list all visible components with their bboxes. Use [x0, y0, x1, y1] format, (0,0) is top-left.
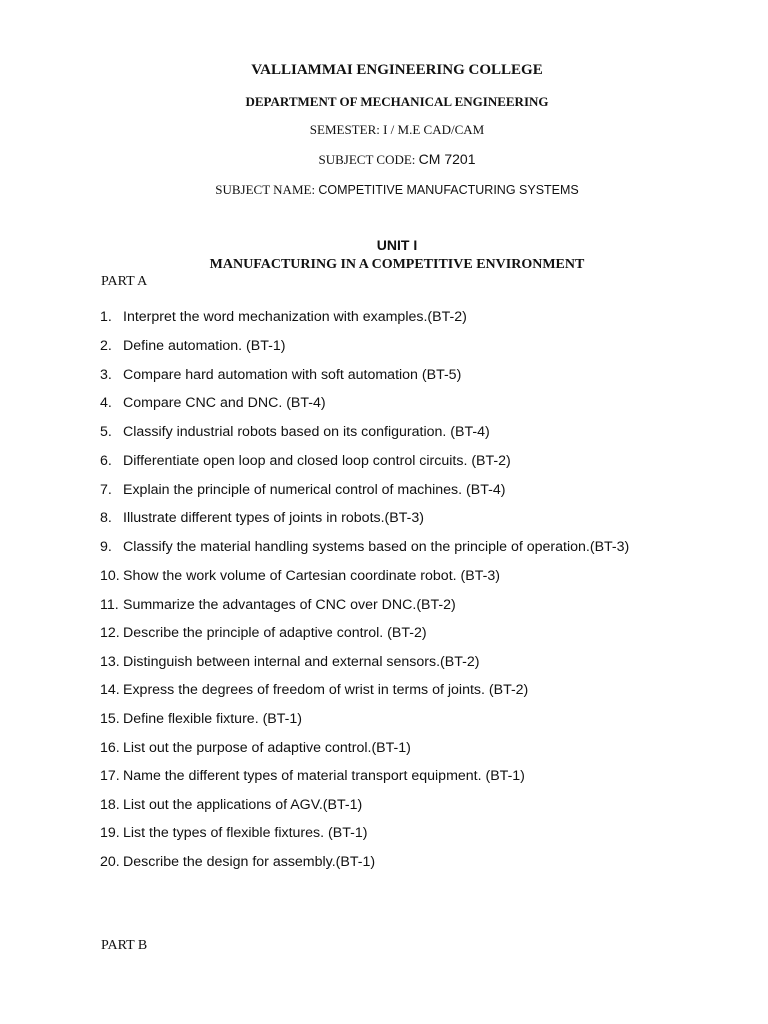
- subject-code-label: SUBJECT CODE:: [318, 152, 419, 167]
- question-text: List out the purpose of adaptive control.(BT-1): [123, 740, 411, 756]
- question-text: Define automation. (BT-1): [123, 338, 286, 354]
- question-text: Interpret the word mechanization with examples.(BT-2): [123, 309, 467, 325]
- part-a-heading: PART A: [101, 274, 148, 289]
- question-text: Name the different types of material transport equipment. (BT-1): [123, 768, 525, 784]
- question-item: [100, 653, 479, 671]
- question-number: 8.: [100, 510, 112, 526]
- question-number: 20.: [100, 854, 120, 870]
- question-number: 19.: [100, 825, 120, 841]
- question-item: [100, 853, 375, 871]
- question-item: [100, 452, 511, 470]
- semester-line: SEMESTER: I / M.E CAD/CAM: [309, 122, 485, 137]
- question-number: 5.: [100, 424, 112, 440]
- question-number: 6.: [100, 453, 112, 469]
- question-item: [100, 796, 362, 814]
- question-number: 15.: [100, 711, 120, 727]
- question-number: 16.: [100, 740, 120, 756]
- question-text: Summarize the advantages of CNC over DNC.(BT-2): [123, 597, 456, 613]
- question-item: [100, 710, 302, 728]
- question-item: [100, 509, 424, 527]
- department-name: DEPARTMENT OF MECHANICAL ENGINEERING: [245, 94, 549, 109]
- question-number: 1.: [100, 309, 112, 325]
- question-number: 14.: [100, 682, 120, 698]
- unit-subtitle: MANUFACTURING IN A COMPETITIVE ENVIRONMENT: [209, 257, 585, 272]
- question-number: 17.: [100, 768, 120, 784]
- subject-name-line: [0, 182, 768, 198]
- question-item: [100, 308, 467, 326]
- question-text: Classify industrial robots based on its configuration. (BT-4): [123, 424, 490, 440]
- question-text: Describe the principle of adaptive control. (BT-2): [123, 625, 427, 641]
- question-item: [100, 337, 285, 355]
- question-text: Define flexible fixture. (BT-1): [123, 711, 302, 727]
- question-item: [100, 394, 326, 412]
- subject-name-value: COMPETITIVE MANUFACTURING SYSTEMS: [318, 183, 579, 197]
- question-item: [100, 624, 427, 642]
- question-text: Classify the material handling systems based on the principle of operation.(BT-3): [123, 539, 630, 555]
- question-item: [100, 538, 629, 556]
- question-number: 4.: [100, 395, 112, 411]
- question-number: 7.: [100, 482, 112, 498]
- subject-name-label: SUBJECT NAME:: [215, 182, 319, 197]
- question-number: 2.: [100, 338, 112, 354]
- question-item: [100, 366, 461, 384]
- question-text: List the types of flexible fixtures. (BT-1): [123, 825, 368, 841]
- question-item: [100, 681, 528, 699]
- question-text: Differentiate open loop and closed loop control circuits. (BT-2): [123, 453, 511, 469]
- question-item: [100, 596, 456, 614]
- subject-code-value: CM 7201: [418, 151, 476, 167]
- question-text: List out the applications of AGV.(BT-1): [123, 797, 363, 813]
- question-text: Distinguish between internal and external sensors.(BT-2): [123, 654, 480, 670]
- part-b-heading: PART B: [101, 938, 148, 953]
- question-text: Express the degrees of freedom of wrist in terms of joints. (BT-2): [123, 682, 529, 698]
- question-item: [100, 824, 367, 842]
- question-number: 12.: [100, 625, 120, 641]
- question-number: 10.: [100, 568, 120, 584]
- question-item: [100, 481, 505, 499]
- question-number: 13.: [100, 654, 120, 670]
- question-number: 9.: [100, 539, 112, 555]
- question-text: Describe the design for assembly.(BT-1): [123, 854, 376, 870]
- question-number: 18.: [100, 797, 120, 813]
- college-name: VALLIAMMAI ENGINEERING COLLEGE: [251, 62, 543, 78]
- question-number: 11.: [100, 597, 119, 613]
- unit-title: UNIT I: [376, 237, 418, 253]
- question-item: [100, 567, 500, 585]
- question-item: [100, 423, 490, 441]
- question-text: Compare hard automation with soft automation (BT-5): [123, 367, 462, 383]
- question-text: Compare CNC and DNC. (BT-4): [123, 395, 326, 411]
- question-text: Illustrate different types of joints in robots.(BT-3): [123, 510, 424, 526]
- question-text: Explain the principle of numerical control of machines. (BT-4): [123, 482, 506, 498]
- subject-code-line: [0, 151, 768, 168]
- question-item: [100, 739, 411, 757]
- question-number: 3.: [100, 367, 112, 383]
- question-text: Show the work volume of Cartesian coordinate robot. (BT-3): [123, 568, 500, 584]
- question-item: [100, 767, 525, 785]
